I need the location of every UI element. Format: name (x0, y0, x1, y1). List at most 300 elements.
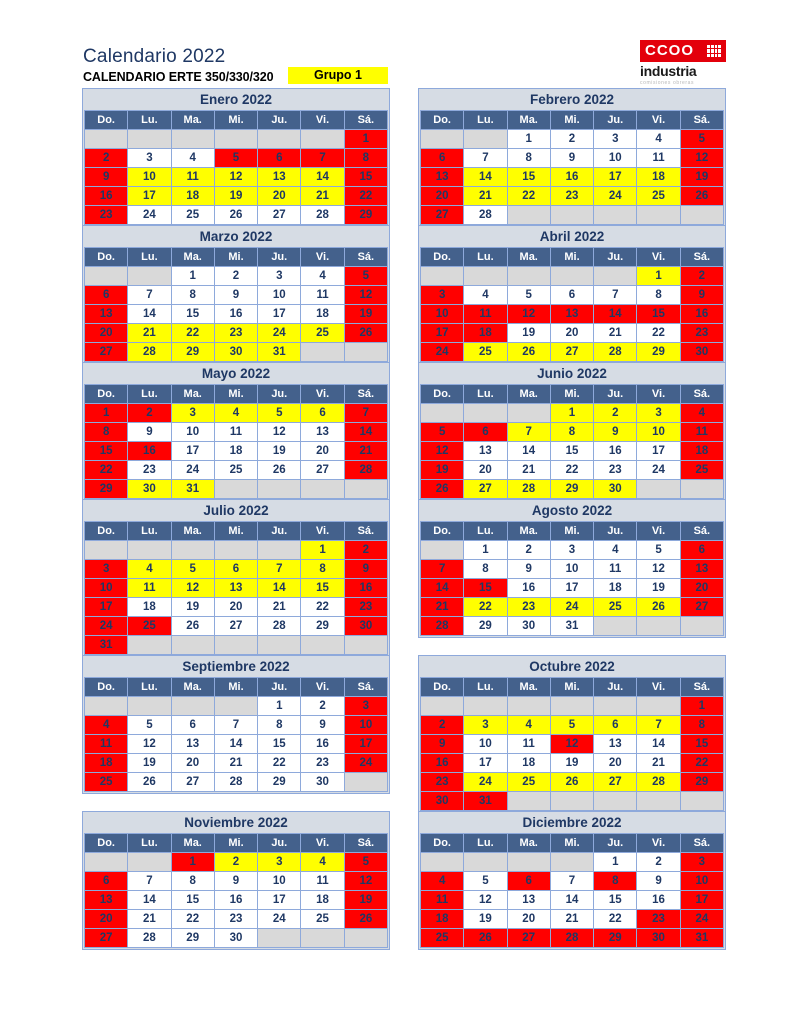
day-cell[interactable]: 11 (507, 735, 550, 754)
day-cell[interactable]: 24 (258, 910, 301, 929)
day-cell[interactable]: 23 (85, 206, 128, 225)
day-cell[interactable]: 12 (680, 149, 723, 168)
day-cell[interactable]: 20 (301, 442, 344, 461)
day-cell[interactable]: 17 (171, 442, 214, 461)
day-cell[interactable]: 29 (85, 480, 128, 499)
day-cell[interactable]: 7 (128, 286, 171, 305)
day-cell[interactable]: 27 (507, 929, 550, 948)
day-cell[interactable]: 10 (171, 423, 214, 442)
day-cell[interactable]: 5 (680, 130, 723, 149)
day-cell[interactable]: 25 (85, 773, 128, 792)
day-cell[interactable]: 7 (550, 872, 593, 891)
day-cell[interactable]: 4 (637, 130, 680, 149)
day-cell[interactable]: 23 (637, 910, 680, 929)
day-cell[interactable]: 25 (301, 324, 344, 343)
day-cell[interactable]: 29 (680, 773, 723, 792)
day-cell[interactable]: 7 (464, 149, 507, 168)
day-cell[interactable]: 20 (594, 754, 637, 773)
day-cell[interactable]: 1 (171, 267, 214, 286)
day-cell[interactable]: 19 (128, 754, 171, 773)
day-cell[interactable]: 5 (214, 149, 257, 168)
day-cell[interactable]: 19 (637, 579, 680, 598)
day-cell[interactable]: 17 (421, 324, 464, 343)
day-cell[interactable]: 23 (128, 461, 171, 480)
day-cell[interactable]: 26 (464, 929, 507, 948)
day-cell[interactable]: 25 (128, 617, 171, 636)
day-cell[interactable]: 9 (421, 735, 464, 754)
day-cell[interactable]: 17 (258, 891, 301, 910)
day-cell[interactable]: 20 (171, 754, 214, 773)
day-cell[interactable]: 6 (214, 560, 257, 579)
day-cell[interactable]: 24 (344, 754, 387, 773)
day-cell[interactable]: 11 (128, 579, 171, 598)
day-cell[interactable]: 10 (258, 872, 301, 891)
day-cell[interactable]: 8 (464, 560, 507, 579)
day-cell[interactable]: 11 (637, 149, 680, 168)
day-cell[interactable]: 8 (594, 872, 637, 891)
day-cell[interactable]: 30 (344, 617, 387, 636)
day-cell[interactable]: 27 (214, 617, 257, 636)
day-cell[interactable]: 22 (258, 754, 301, 773)
day-cell[interactable]: 18 (594, 579, 637, 598)
day-cell[interactable]: 6 (85, 286, 128, 305)
day-cell[interactable]: 3 (128, 149, 171, 168)
day-cell[interactable]: 8 (171, 286, 214, 305)
day-cell[interactable]: 9 (550, 149, 593, 168)
day-cell[interactable]: 30 (421, 792, 464, 811)
day-cell[interactable]: 27 (594, 773, 637, 792)
day-cell[interactable]: 4 (301, 853, 344, 872)
day-cell[interactable]: 11 (301, 286, 344, 305)
day-cell[interactable]: 12 (344, 872, 387, 891)
day-cell[interactable]: 17 (464, 754, 507, 773)
day-cell[interactable]: 2 (128, 404, 171, 423)
day-cell[interactable]: 21 (464, 187, 507, 206)
day-cell[interactable]: 14 (128, 891, 171, 910)
day-cell[interactable]: 16 (594, 442, 637, 461)
day-cell[interactable]: 9 (301, 716, 344, 735)
day-cell[interactable]: 13 (258, 168, 301, 187)
day-cell[interactable]: 27 (171, 773, 214, 792)
day-cell[interactable]: 15 (301, 579, 344, 598)
day-cell[interactable]: 22 (637, 324, 680, 343)
day-cell[interactable]: 12 (171, 579, 214, 598)
day-cell[interactable]: 14 (214, 735, 257, 754)
day-cell[interactable]: 9 (85, 168, 128, 187)
day-cell[interactable]: 19 (680, 168, 723, 187)
day-cell[interactable]: 3 (344, 697, 387, 716)
day-cell[interactable]: 20 (85, 324, 128, 343)
day-cell[interactable]: 6 (421, 149, 464, 168)
day-cell[interactable]: 18 (85, 754, 128, 773)
day-cell[interactable]: 3 (421, 286, 464, 305)
day-cell[interactable]: 21 (301, 187, 344, 206)
day-cell[interactable]: 21 (637, 754, 680, 773)
day-cell[interactable]: 31 (680, 929, 723, 948)
day-cell[interactable]: 13 (85, 305, 128, 324)
day-cell[interactable]: 14 (637, 735, 680, 754)
day-cell[interactable]: 19 (344, 305, 387, 324)
day-cell[interactable]: 20 (680, 579, 723, 598)
day-cell[interactable]: 17 (85, 598, 128, 617)
day-cell[interactable]: 27 (550, 343, 593, 362)
day-cell[interactable]: 15 (258, 735, 301, 754)
day-cell[interactable]: 11 (214, 423, 257, 442)
day-cell[interactable]: 17 (258, 305, 301, 324)
day-cell[interactable]: 26 (258, 461, 301, 480)
day-cell[interactable]: 19 (214, 187, 257, 206)
day-cell[interactable]: 1 (344, 130, 387, 149)
day-cell[interactable]: 13 (594, 735, 637, 754)
day-cell[interactable]: 5 (507, 286, 550, 305)
day-cell[interactable]: 1 (301, 541, 344, 560)
day-cell[interactable]: 3 (85, 560, 128, 579)
day-cell[interactable]: 2 (637, 853, 680, 872)
day-cell[interactable]: 1 (258, 697, 301, 716)
day-cell[interactable]: 11 (680, 423, 723, 442)
day-cell[interactable]: 24 (128, 206, 171, 225)
day-cell[interactable]: 4 (301, 267, 344, 286)
day-cell[interactable]: 21 (344, 442, 387, 461)
day-cell[interactable]: 7 (594, 286, 637, 305)
day-cell[interactable]: 4 (214, 404, 257, 423)
day-cell[interactable]: 23 (301, 754, 344, 773)
day-cell[interactable]: 18 (301, 891, 344, 910)
day-cell[interactable]: 12 (507, 305, 550, 324)
day-cell[interactable]: 24 (680, 910, 723, 929)
day-cell[interactable]: 23 (214, 324, 257, 343)
day-cell[interactable]: 5 (344, 267, 387, 286)
day-cell[interactable]: 2 (214, 267, 257, 286)
day-cell[interactable]: 6 (507, 872, 550, 891)
day-cell[interactable]: 3 (637, 404, 680, 423)
day-cell[interactable]: 9 (214, 872, 257, 891)
day-cell[interactable]: 27 (85, 343, 128, 362)
day-cell[interactable]: 9 (680, 286, 723, 305)
day-cell[interactable]: 21 (594, 324, 637, 343)
day-cell[interactable]: 29 (464, 617, 507, 636)
day-cell[interactable]: 21 (421, 598, 464, 617)
day-cell[interactable]: 15 (550, 442, 593, 461)
day-cell[interactable]: 8 (507, 149, 550, 168)
day-cell[interactable]: 21 (507, 461, 550, 480)
day-cell[interactable]: 15 (171, 891, 214, 910)
day-cell[interactable]: 21 (128, 910, 171, 929)
day-cell[interactable]: 18 (301, 305, 344, 324)
day-cell[interactable]: 13 (421, 168, 464, 187)
day-cell[interactable]: 2 (85, 149, 128, 168)
day-cell[interactable]: 7 (421, 560, 464, 579)
day-cell[interactable]: 23 (550, 187, 593, 206)
day-cell[interactable]: 16 (85, 187, 128, 206)
day-cell[interactable]: 26 (637, 598, 680, 617)
day-cell[interactable]: 22 (344, 187, 387, 206)
day-cell[interactable]: 10 (637, 423, 680, 442)
day-cell[interactable]: 30 (128, 480, 171, 499)
day-cell[interactable]: 28 (637, 773, 680, 792)
day-cell[interactable]: 29 (344, 206, 387, 225)
day-cell[interactable]: 6 (301, 404, 344, 423)
day-cell[interactable]: 7 (258, 560, 301, 579)
day-cell[interactable]: 9 (128, 423, 171, 442)
day-cell[interactable]: 2 (507, 541, 550, 560)
day-cell[interactable]: 12 (464, 891, 507, 910)
day-cell[interactable]: 13 (464, 442, 507, 461)
day-cell[interactable]: 4 (594, 541, 637, 560)
day-cell[interactable]: 14 (464, 168, 507, 187)
day-cell[interactable]: 12 (214, 168, 257, 187)
day-cell[interactable]: 4 (85, 716, 128, 735)
day-cell[interactable]: 13 (85, 891, 128, 910)
day-cell[interactable]: 3 (258, 853, 301, 872)
day-cell[interactable]: 11 (464, 305, 507, 324)
day-cell[interactable]: 23 (344, 598, 387, 617)
day-cell[interactable]: 18 (214, 442, 257, 461)
day-cell[interactable]: 13 (680, 560, 723, 579)
day-cell[interactable]: 1 (550, 404, 593, 423)
day-cell[interactable]: 10 (464, 735, 507, 754)
day-cell[interactable]: 25 (171, 206, 214, 225)
day-cell[interactable]: 26 (421, 480, 464, 499)
day-cell[interactable]: 10 (680, 872, 723, 891)
day-cell[interactable]: 1 (594, 853, 637, 872)
day-cell[interactable]: 26 (344, 910, 387, 929)
day-cell[interactable]: 5 (344, 853, 387, 872)
day-cell[interactable]: 30 (214, 929, 257, 948)
day-cell[interactable]: 6 (550, 286, 593, 305)
day-cell[interactable]: 29 (594, 929, 637, 948)
day-cell[interactable]: 1 (171, 853, 214, 872)
day-cell[interactable]: 8 (550, 423, 593, 442)
day-cell[interactable]: 16 (637, 891, 680, 910)
day-cell[interactable]: 15 (344, 168, 387, 187)
day-cell[interactable]: 20 (421, 187, 464, 206)
day-cell[interactable]: 5 (171, 560, 214, 579)
day-cell[interactable]: 25 (507, 773, 550, 792)
day-cell[interactable]: 23 (680, 324, 723, 343)
day-cell[interactable]: 2 (301, 697, 344, 716)
day-cell[interactable]: 3 (550, 541, 593, 560)
day-cell[interactable]: 31 (171, 480, 214, 499)
day-cell[interactable]: 26 (550, 773, 593, 792)
day-cell[interactable]: 18 (464, 324, 507, 343)
day-cell[interactable]: 15 (637, 305, 680, 324)
day-cell[interactable]: 29 (258, 773, 301, 792)
day-cell[interactable]: 16 (214, 305, 257, 324)
day-cell[interactable]: 4 (507, 716, 550, 735)
day-cell[interactable]: 19 (464, 910, 507, 929)
day-cell[interactable]: 14 (258, 579, 301, 598)
day-cell[interactable]: 3 (171, 404, 214, 423)
day-cell[interactable]: 23 (214, 910, 257, 929)
day-cell[interactable]: 4 (171, 149, 214, 168)
day-cell[interactable]: 8 (171, 872, 214, 891)
day-cell[interactable]: 19 (344, 891, 387, 910)
day-cell[interactable]: 24 (464, 773, 507, 792)
day-cell[interactable]: 7 (637, 716, 680, 735)
day-cell[interactable]: 15 (171, 305, 214, 324)
day-cell[interactable]: 25 (301, 910, 344, 929)
day-cell[interactable]: 18 (171, 187, 214, 206)
day-cell[interactable]: 16 (214, 891, 257, 910)
day-cell[interactable]: 9 (594, 423, 637, 442)
day-cell[interactable]: 20 (214, 598, 257, 617)
day-cell[interactable]: 14 (594, 305, 637, 324)
day-cell[interactable]: 13 (171, 735, 214, 754)
day-cell[interactable]: 10 (421, 305, 464, 324)
day-cell[interactable]: 10 (128, 168, 171, 187)
day-cell[interactable]: 16 (507, 579, 550, 598)
day-cell[interactable]: 27 (258, 206, 301, 225)
day-cell[interactable]: 31 (464, 792, 507, 811)
day-cell[interactable]: 1 (85, 404, 128, 423)
day-cell[interactable]: 12 (344, 286, 387, 305)
day-cell[interactable]: 9 (507, 560, 550, 579)
day-cell[interactable]: 10 (550, 560, 593, 579)
day-cell[interactable]: 18 (128, 598, 171, 617)
day-cell[interactable]: 8 (301, 560, 344, 579)
day-cell[interactable]: 5 (258, 404, 301, 423)
day-cell[interactable]: 8 (637, 286, 680, 305)
day-cell[interactable]: 16 (550, 168, 593, 187)
day-cell[interactable]: 14 (344, 423, 387, 442)
day-cell[interactable]: 4 (128, 560, 171, 579)
day-cell[interactable]: 24 (171, 461, 214, 480)
day-cell[interactable]: 18 (637, 168, 680, 187)
day-cell[interactable]: 22 (507, 187, 550, 206)
day-cell[interactable]: 24 (550, 598, 593, 617)
day-cell[interactable]: 25 (421, 929, 464, 948)
day-cell[interactable]: 29 (171, 343, 214, 362)
day-cell[interactable]: 22 (464, 598, 507, 617)
day-cell[interactable]: 28 (301, 206, 344, 225)
day-cell[interactable]: 25 (594, 598, 637, 617)
day-cell[interactable]: 12 (421, 442, 464, 461)
day-cell[interactable]: 14 (421, 579, 464, 598)
day-cell[interactable]: 30 (214, 343, 257, 362)
day-cell[interactable]: 8 (344, 149, 387, 168)
day-cell[interactable]: 17 (128, 187, 171, 206)
day-cell[interactable]: 15 (594, 891, 637, 910)
day-cell[interactable]: 19 (550, 754, 593, 773)
day-cell[interactable]: 27 (421, 206, 464, 225)
day-cell[interactable]: 1 (680, 697, 723, 716)
day-cell[interactable]: 7 (507, 423, 550, 442)
day-cell[interactable]: 4 (421, 872, 464, 891)
day-cell[interactable]: 3 (258, 267, 301, 286)
day-cell[interactable]: 7 (128, 872, 171, 891)
day-cell[interactable]: 26 (171, 617, 214, 636)
day-cell[interactable]: 24 (421, 343, 464, 362)
day-cell[interactable]: 28 (464, 206, 507, 225)
day-cell[interactable]: 23 (507, 598, 550, 617)
day-cell[interactable]: 17 (594, 168, 637, 187)
day-cell[interactable]: 11 (421, 891, 464, 910)
day-cell[interactable]: 10 (344, 716, 387, 735)
day-cell[interactable]: 9 (637, 872, 680, 891)
day-cell[interactable]: 29 (171, 929, 214, 948)
day-cell[interactable]: 22 (550, 461, 593, 480)
day-cell[interactable]: 4 (464, 286, 507, 305)
day-cell[interactable]: 24 (85, 617, 128, 636)
day-cell[interactable]: 20 (464, 461, 507, 480)
day-cell[interactable]: 13 (550, 305, 593, 324)
day-cell[interactable]: 26 (214, 206, 257, 225)
day-cell[interactable]: 20 (85, 910, 128, 929)
day-cell[interactable]: 13 (507, 891, 550, 910)
day-cell[interactable]: 22 (171, 324, 214, 343)
day-cell[interactable]: 7 (214, 716, 257, 735)
day-cell[interactable]: 9 (214, 286, 257, 305)
day-cell[interactable]: 28 (128, 343, 171, 362)
day-cell[interactable]: 11 (301, 872, 344, 891)
day-cell[interactable]: 30 (301, 773, 344, 792)
day-cell[interactable]: 27 (680, 598, 723, 617)
day-cell[interactable]: 20 (507, 910, 550, 929)
day-cell[interactable]: 15 (680, 735, 723, 754)
day-cell[interactable]: 13 (214, 579, 257, 598)
day-cell[interactable]: 19 (171, 598, 214, 617)
day-cell[interactable]: 19 (258, 442, 301, 461)
day-cell[interactable]: 2 (680, 267, 723, 286)
day-cell[interactable]: 18 (680, 442, 723, 461)
day-cell[interactable]: 25 (214, 461, 257, 480)
day-cell[interactable]: 22 (85, 461, 128, 480)
day-cell[interactable]: 26 (128, 773, 171, 792)
day-cell[interactable]: 12 (550, 735, 593, 754)
day-cell[interactable]: 16 (301, 735, 344, 754)
day-cell[interactable]: 26 (507, 343, 550, 362)
day-cell[interactable]: 15 (464, 579, 507, 598)
day-cell[interactable]: 12 (128, 735, 171, 754)
day-cell[interactable]: 31 (258, 343, 301, 362)
day-cell[interactable]: 16 (128, 442, 171, 461)
day-cell[interactable]: 11 (594, 560, 637, 579)
day-cell[interactable]: 27 (301, 461, 344, 480)
day-cell[interactable]: 16 (344, 579, 387, 598)
day-cell[interactable]: 8 (258, 716, 301, 735)
day-cell[interactable]: 6 (258, 149, 301, 168)
day-cell[interactable]: 11 (85, 735, 128, 754)
day-cell[interactable]: 14 (128, 305, 171, 324)
day-cell[interactable]: 4 (680, 404, 723, 423)
day-cell[interactable]: 21 (258, 598, 301, 617)
day-cell[interactable]: 14 (550, 891, 593, 910)
day-cell[interactable]: 13 (301, 423, 344, 442)
day-cell[interactable]: 28 (507, 480, 550, 499)
day-cell[interactable]: 21 (550, 910, 593, 929)
day-cell[interactable]: 7 (344, 404, 387, 423)
day-cell[interactable]: 3 (680, 853, 723, 872)
day-cell[interactable]: 6 (85, 872, 128, 891)
day-cell[interactable]: 9 (344, 560, 387, 579)
day-cell[interactable]: 2 (214, 853, 257, 872)
day-cell[interactable]: 26 (344, 324, 387, 343)
day-cell[interactable]: 30 (680, 343, 723, 362)
day-cell[interactable]: 30 (507, 617, 550, 636)
day-cell[interactable]: 25 (464, 343, 507, 362)
day-cell[interactable]: 19 (507, 324, 550, 343)
day-cell[interactable]: 22 (171, 910, 214, 929)
day-cell[interactable]: 5 (464, 872, 507, 891)
day-cell[interactable]: 10 (594, 149, 637, 168)
day-cell[interactable]: 21 (128, 324, 171, 343)
day-cell[interactable]: 2 (594, 404, 637, 423)
day-cell[interactable]: 17 (680, 891, 723, 910)
day-cell[interactable]: 31 (550, 617, 593, 636)
day-cell[interactable]: 8 (85, 423, 128, 442)
day-cell[interactable]: 2 (550, 130, 593, 149)
